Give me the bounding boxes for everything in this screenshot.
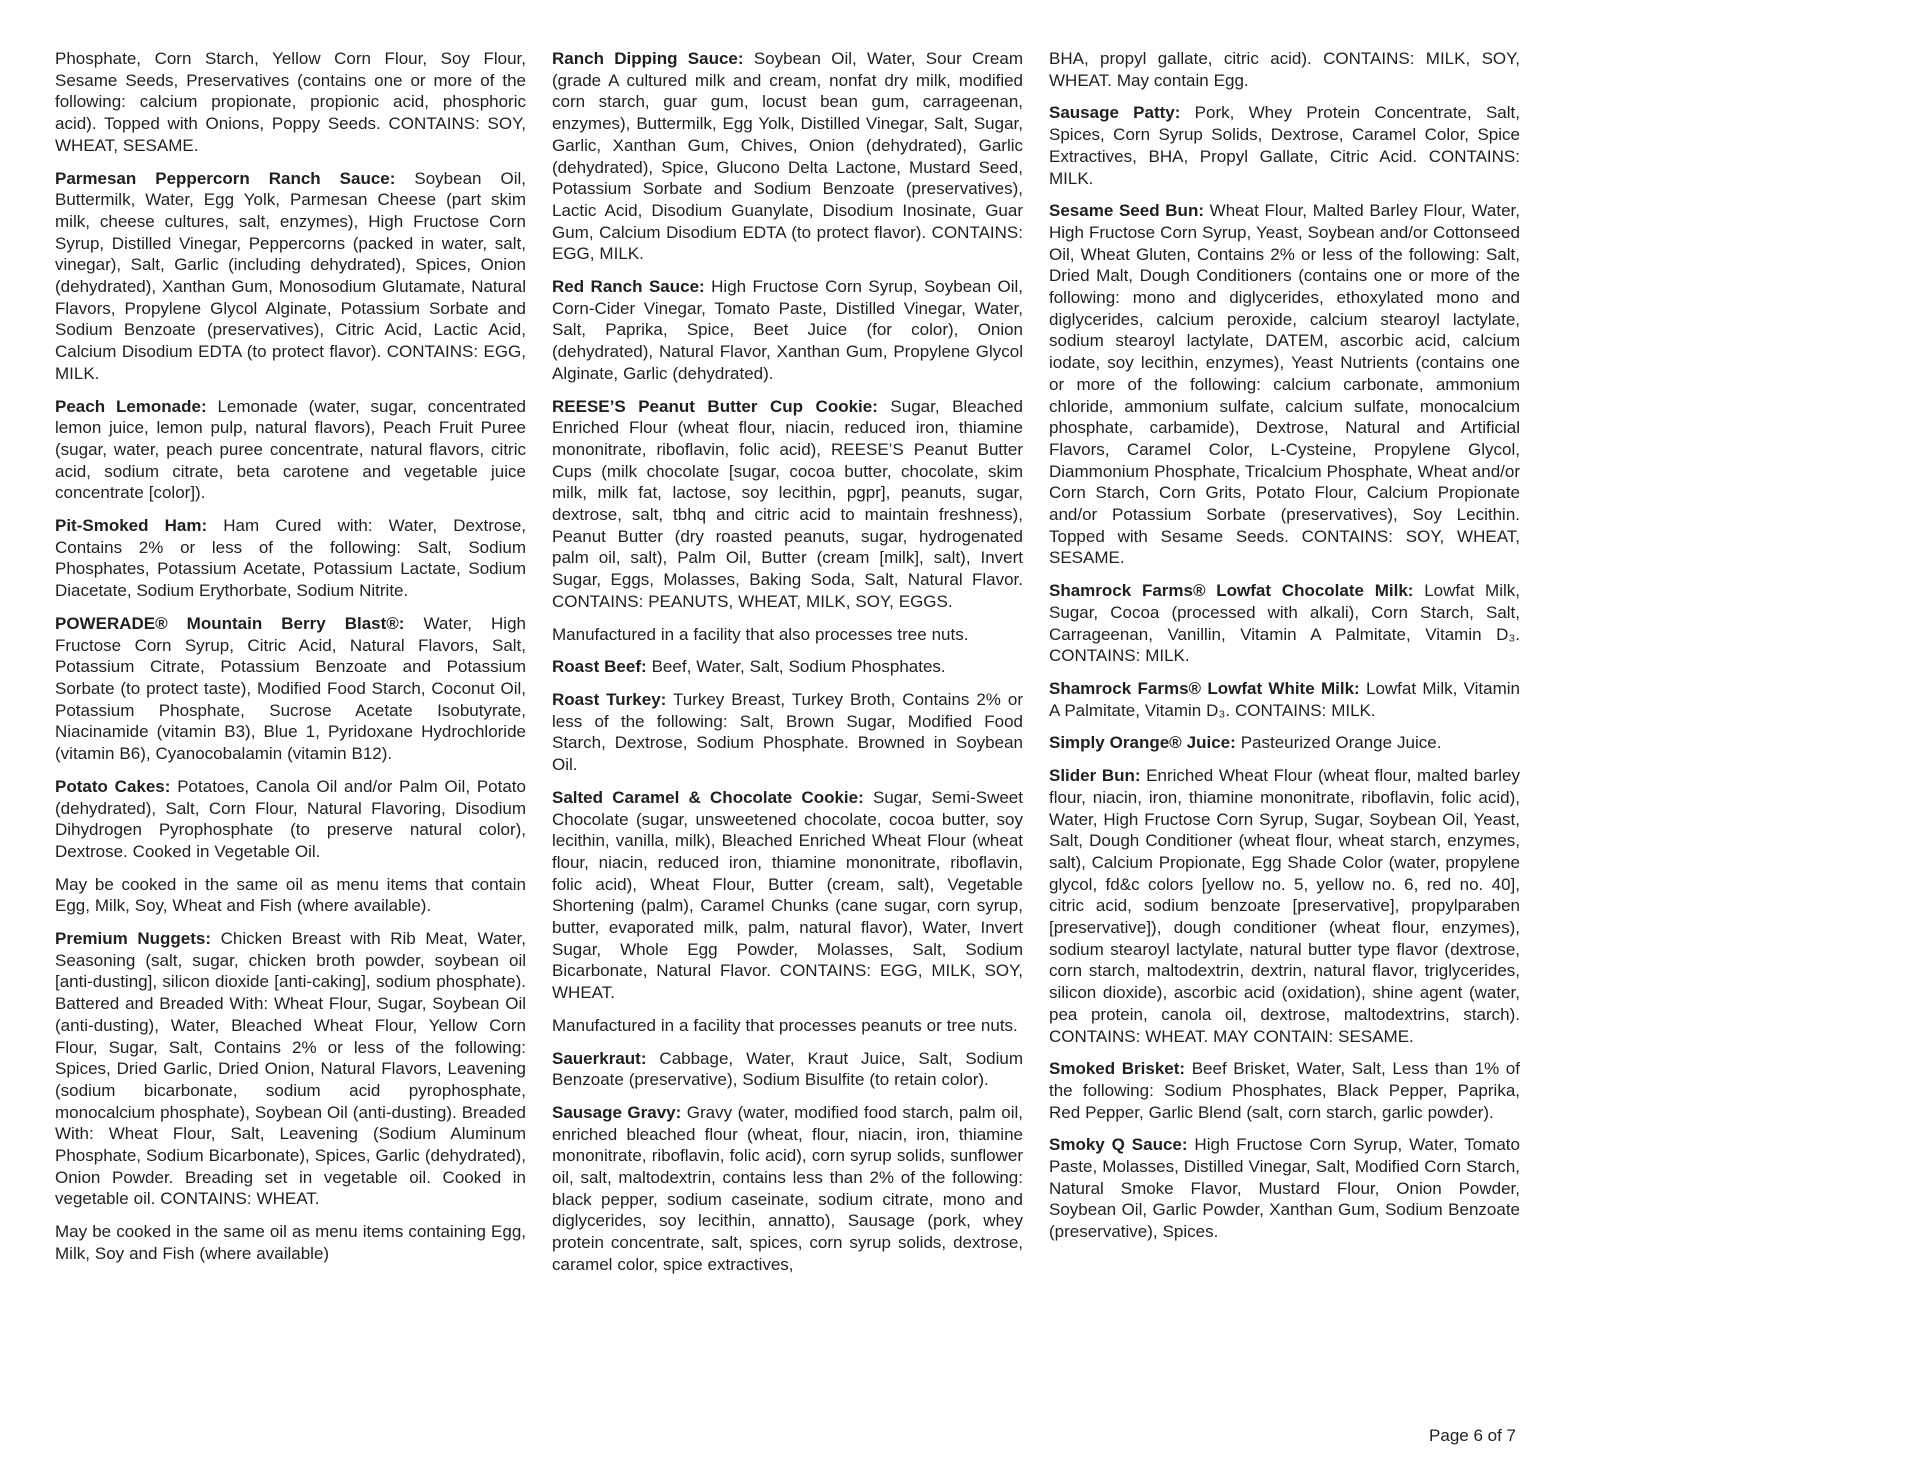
note-paragraph: BHA, propyl gallate, citric acid). CONTAINS: MILK, SOY, WHEAT. May contain Egg. xyxy=(1049,49,1520,90)
ingredient-entry: Shamrock Farms® Lowfat White Milk: Lowfat Milk, Vitamin A Palmitate, Vitamin D₃. CONTAINS: MILK. xyxy=(1049,678,1520,720)
item-name: Salted Caramel & Chocolate Cookie: xyxy=(552,787,864,807)
item-name: Potato Cakes: xyxy=(55,776,171,796)
item-name: Ranch Dipping Sauce: xyxy=(552,49,744,68)
ingredient-entry: Sauerkraut: Cabbage, Water, Kraut Juice, Salt, Sodium Benzoate (preservative), Sodium Bisulfite (to retain color). xyxy=(552,1048,1023,1090)
ingredient-entry: Red Ranch Sauce: High Fructose Corn Syrup, Soybean Oil, Corn-Cider Vinegar, Tomato Paste, Distilled Vinegar, Water, Salt, Paprika, Spice, Beet Juice (for color), Onion (dehydrated), Natural Flavor, Xanthan Gum, Propylene Glycol Alginate, Garlic (dehydrated). xyxy=(552,277,1023,383)
item-name: Slider Bun: xyxy=(1049,766,1141,786)
ingredient-entry: REESE’S Peanut Butter Cup Cookie: Sugar, Bleached Enriched Flour (wheat flour, niacin, reduced iron, thiamine mononitrate, riboflavin, folic acid), REESE’S Peanut Butter Cups (milk chocolate [sugar, cocoa butter, chocolate, skim milk, milk fat, lactose, soy lecithin, pgpr], peanuts, sugar, dextrose, salt, tbhq and citric acid to maintain freshness), Peanut Butter (dry roasted peanuts, sugar, hydrogenated palm oil, salt), Palm Oil, Butter (cream [milk], salt), Invert Sugar, Eggs, Molasses, Baking Soda, Salt, Natural Flavor. CONTAINS: PEANUTS, WHEAT, MILK, SOY, EGGS. xyxy=(552,396,1023,611)
note-paragraph: Manufactured in a facility that processes peanuts or tree nuts. xyxy=(552,1015,1018,1035)
ingredient-entry: Sausage Gravy: Gravy (water, modified food starch, palm oil, enriched bleached flour (wheat, flour, niacin, iron, thiamine mononitrate, riboflavin, folic acid), corn syrup solids, sunflower oil, salt, maltodextrin, contains less than 2% of the following: black pepper, sodium caseinate, sodium citrate, mono and diglycerides, soy lecithin, annatto), Sausage (pork, whey protein concentrate, salt, spices, corn syrup solids, dextrose, caramel color, spice extractives, xyxy=(552,1102,1023,1274)
ingredient-entry: Smoked Brisket: Beef Brisket, Water, Salt, Less than 1% of the following: Sodium Phosphates, Black Pepper, Paprika, Red Pepper, Garlic Blend (salt, corn starch, garlic powder). xyxy=(1049,1059,1520,1122)
item-name: Smoked Brisket: xyxy=(1049,1059,1186,1079)
item-name: REESE’S Peanut Butter Cup Cookie: xyxy=(552,396,878,416)
ingredient-entry: Slider Bun: Enriched Wheat Flour (wheat flour, malted barley flour, niacin, iron, thiamine mononitrate, riboflavin, folic acid), Water, High Fructose Corn Syrup, Sugar, Soybean Oil, Yeast, Salt, Dough Conditioner (wheat flour, wheat starch, enzymes, salt), Calcium Propionate, Egg Shade Color (water, propylene glycol, fd&c colors [yellow no. 5, yellow no. 6, red no. 40], citric acid, sodium benzoate [preservative], propylparaben [preservative]), dough conditioner (wheat flour, enzymes), sodium stearoyl lactylate, natural butter type flavor (dextrose, corn starch, maltodextrin, dextrin, natural flavor, triglycerides, silicon dioxide), ascorbic acid (oxidation), shine agent (water, pea protein, canola oil, dextrose, maltodextrins, starch). CONTAINS: WHEAT. MAY CONTAIN: SESAME. xyxy=(1049,766,1520,1046)
note-paragraph: May be cooked in the same oil as menu items that contain Egg, Milk, Soy, Wheat and Fish (where available). xyxy=(55,874,526,916)
column-3 xyxy=(1049,48,1520,1287)
ingredient-entry: POWERADE® Mountain Berry Blast®: Water, High Fructose Corn Syrup, Citric Acid, Natural Flavors, Salt, Potassium Citrate, Potassium Benzoate and Potassium Sorbate (to protect taste), Modified Food Starch, Coconut Oil, Potassium Phosphate, Sucrose Acetate Isobutyrate, Niacinamide (vitamin B3), Blue 1, Pyridoxane Hydrochloride (vitamin B6), Cyanocobalamin (vitamin B12). xyxy=(55,613,526,764)
note-paragraph: Phosphate, Corn Starch, Yellow Corn Flour, Soy Flour, Sesame Seeds, Preservatives (contains one or more of the following: calcium propionate, propionic acid, phosphoric acid). Topped with Onions, Poppy Seeds. CONTAINS: SOY, WHEAT, SESAME. xyxy=(55,49,526,155)
ingredient-entry: Roast Beef: Beef, Water, Salt, Sodium Phosphates. xyxy=(552,657,946,677)
item-name: Smoky Q Sauce: xyxy=(1049,1135,1188,1155)
ingredient-entry: Roast Turkey: Turkey Breast, Turkey Broth, Contains 2% or less of the following: Salt, Brown Sugar, Modified Food Starch, Dextrose, Sodium Phosphate. Browned in Soybean Oil. xyxy=(552,689,1023,775)
ingredient-entry: Sesame Seed Bun: Wheat Flour, Malted Barley Flour, Water, High Fructose Corn Syrup, Yeast, Soybean and/or Cottonseed Oil, Wheat Gluten, Contains 2% or less of the following: Salt, Dried Malt, Dough Conditioners (contains one or more of the following: mono and diglycerides, ethoxylated mono and diglycerides, calcium peroxide, calcium stearoyl lactylate, sodium stearoyl lactylate, DATEM, ascorbic acid, calcium iodate, soy lecithin, enzymes), Yeast Nutrients (contains one or more of the following: calcium carbonate, ammonium chloride, ammonium sulfate, calcium sulfate, monocalcium phosphate, carbamide), Dextrose, Natural and Artificial Flavors, Caramel Color, L-Cysteine, Propylene Glycol, Diammonium Phosphate, Tricalcium Phosphate, Wheat and/or Corn Starch, Corn Grits, Potato Flour, Calcium Propionate and/or Potassium Sorbate (preservatives), Soy Lecithin. Topped with Sesame Seeds. CONTAINS: SOY, WHEAT, SESAME. xyxy=(1049,201,1520,568)
columns-container xyxy=(55,48,1920,1287)
item-name: Shamrock Farms® Lowfat White Milk: xyxy=(1049,678,1360,698)
ingredient-entry: Salted Caramel & Chocolate Cookie: Sugar, Semi-Sweet Chocolate (sugar, unsweetened chocolate, cocoa butter, soy lecithin, vanilla, milk), Bleached Enriched Wheat Flour (wheat flour, niacin, reduced iron, thiamine mononitrate, riboflavin, folic acid), Wheat Flour, Butter (cream, salt), Vegetable Shortening (palm), Caramel Chunks (cane sugar, corn syrup, butter, evaporated milk, palm, natural flavor), Water, Invert Sugar, Whole Egg Powder, Molasses, Salt, Sodium Bicarbonate, Natural Flavor. CONTAINS: EGG, MILK, SOY, WHEAT. xyxy=(552,787,1023,1003)
column-2 xyxy=(552,48,1023,1287)
ingredient-entry: Ranch Dipping Sauce: Soybean Oil, Water, Sour Cream (grade A cultured milk and cream, nonfat dry milk, modified corn starch, guar gum, locust bean gum, carrageenan, enzymes), Buttermilk, Egg Yolk, Distilled Vinegar, Salt, Sugar, Garlic, Xanthan Gum, Chives, Onion (dehydrated), Garlic (dehydrated), Spice, Glucono Delta Lactone, Mustard Seed, Potassium Sorbate and Sodium Benzoate (preservatives), Lactic Acid, Disodium Guanylate, Disodium Inosinate, Guar Gum, Calcium Disodium EDTA (to protect flavor). CONTAINS: EGG, MILK. xyxy=(552,49,1024,264)
item-name: Sesame Seed Bun: xyxy=(1049,201,1204,221)
ingredient-entry: Smoky Q Sauce: High Fructose Corn Syrup, Water, Tomato Paste, Molasses, Distilled Vinegar, Salt, Modified Corn Starch, Natural Smoke Flavor, Mustard Flour, Onion Powder, Soybean Oil, Garlic Powder, Xanthan Gum, Sodium Benzoate (preservative), Spices. xyxy=(1049,1135,1520,1242)
ingredient-entry: Premium Nuggets: Chicken Breast with Rib Meat, Water, Seasoning (salt, sugar, chicken broth powder, soybean oil [anti-dusting], silicon dioxide [anti-caking], sodium phosphate). Battered and Breaded With: Wheat Flour, Sugar, Soybean Oil (anti-dusting), Water, Bleached Wheat Flour, Yellow Corn Flour, Sugar, Salt, Contains 2% or less of the following: Spices, Dried Garlic, Dried Onion, Natural Flavors, Leavening (sodium bicarbonate, sodium acid pyrophosphate, monocalcium phosphate), Soybean Oil (anti-dusting). Breaded With: Wheat Flour, Salt, Leavening (Sodium Aluminum Phosphate, Sodium Bicarbonate), Spices, Garlic (dehydrated), Onion Powder. Breading set in vegetable oil. Cooked in vegetable oil. CONTAINS: WHEAT. xyxy=(55,929,526,1209)
item-name: Sauerkraut: xyxy=(552,1048,647,1068)
ingredient-entry: Pit-Smoked Ham: Ham Cured with: Water, Dextrose, Contains 2% or less of the following: Salt, Sodium Phosphates, Potassium Acetate, Potassium Lactate, Sodium Diacetate, Sodium Erythorbate, Sodium Nitrite. xyxy=(55,516,526,601)
item-name: Roast Turkey: xyxy=(552,689,667,709)
column-1 xyxy=(55,48,526,1287)
ingredient-entry: Peach Lemonade: Lemonade (water, sugar, concentrated lemon juice, lemon pulp, natural flavors), Peach Fruit Puree (sugar, water, peach puree concentrate, natural flavors, citric acid, sodium citrate, beta carotene and vegetable juice concentrate [color]). xyxy=(55,396,526,503)
item-name: Peach Lemonade: xyxy=(55,396,207,416)
item-name: Pit-Smoked Ham: xyxy=(55,516,208,536)
item-name: Red Ranch Sauce: xyxy=(552,277,705,297)
ingredient-entry: Shamrock Farms® Lowfat Chocolate Milk: Lowfat Milk, Sugar, Cocoa (processed with alkali), Corn Starch, Salt, Carrageenan, Vanillin, Vitamin A Palmitate, Vitamin D₃. CONTAINS: MILK. xyxy=(1049,581,1520,666)
page-number: Page 6 of 7 xyxy=(1429,1426,1516,1445)
ingredient-entry: Potato Cakes: Potatoes, Canola Oil and/or Palm Oil, Potato (dehydrated), Salt, Corn Flour, Natural Flavoring, Disodium Dihydrogen Pyrophosphate (to preserve natural color), Dextrose. Cooked in Vegetable Oil. xyxy=(55,776,526,861)
item-name: Premium Nuggets: xyxy=(55,929,212,949)
note-paragraph: Manufactured in a facility that also processes tree nuts. xyxy=(552,624,969,644)
ingredient-entry: Sausage Patty: Pork, Whey Protein Concentrate, Salt, Spices, Corn Syrup Solids, Dextrose, Caramel Color, Spice Extractives, BHA, Propyl Gallate, Citric Acid. CONTAINS: MILK. xyxy=(1049,103,1520,188)
item-name: Parmesan Peppercorn Ranch Sauce: xyxy=(55,168,396,188)
item-name: Roast Beef: xyxy=(552,657,647,677)
note-paragraph: May be cooked in the same oil as menu items containing Egg, Milk, Soy and Fish (where available) xyxy=(55,1222,526,1263)
item-name: Shamrock Farms® Lowfat Chocolate Milk: xyxy=(1049,581,1414,601)
ingredient-entry: Parmesan Peppercorn Ranch Sauce: Soybean Oil, Buttermilk, Water, Egg Yolk, Parmesan Cheese (part skim milk, cheese cultures, salt, enzymes), High Fructose Corn Syrup, Distilled Vinegar, Peppercorns (packed in water, salt, vinegar), Salt, Garlic (including dehydrated), Spices, Onion (dehydrated), Xanthan Gum, Monosodium Glutamate, Natural Flavors, Propylene Glycol Alginate, Potassium Sorbate and Sodium Benzoate (preservatives), Citric Acid, Lactic Acid, Calcium Disodium EDTA (to protect flavor). CONTAINS: EGG, MILK. xyxy=(55,168,526,383)
item-name: POWERADE® Mountain Berry Blast®: xyxy=(55,613,405,633)
ingredient-entry: Simply Orange® Juice: Pasteurized Orange Juice. xyxy=(1049,733,1442,753)
item-name: Sausage Gravy: xyxy=(552,1102,682,1122)
item-name: Simply Orange® Juice: xyxy=(1049,733,1236,753)
item-name: Sausage Patty: xyxy=(1049,103,1181,123)
